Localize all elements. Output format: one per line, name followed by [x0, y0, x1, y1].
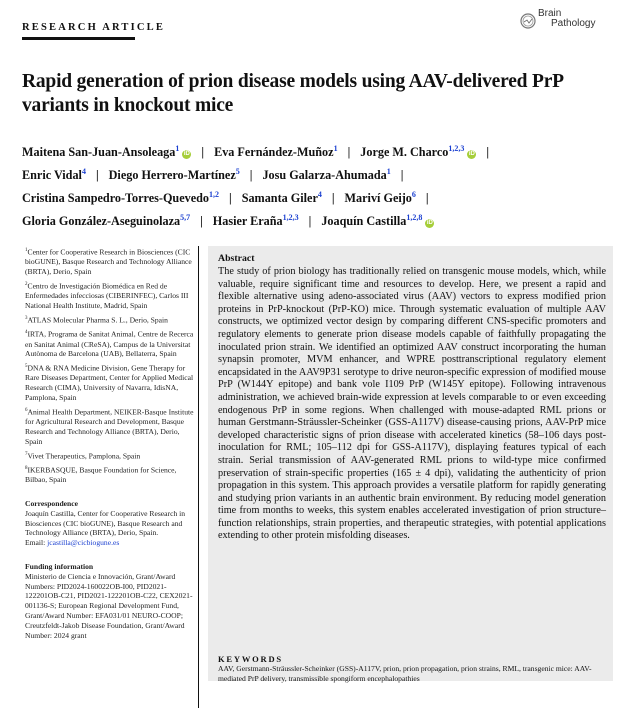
author-separator: |: [331, 191, 335, 206]
author-separator: |: [425, 191, 429, 206]
keywords-text: AAV, Gerstmann-Sträussler-Scheinker (GSS)-A117V, prion, prion propagation, prion strains, RML, transgenic mice: AAV-mediated PrP delivery, transmissible spongiform encephalopathies: [218, 664, 592, 683]
affiliation-text: DNA & RNA Medicine Division, Gene Therapy for Rare Diseases Department, Center for Applied Medical Research (CIMA), University of Navarra, IdisNA, Pamplona, Spain: [25, 363, 194, 403]
author[interactable]: [109, 168, 240, 182]
author-separator: |: [249, 168, 253, 183]
author-affiliation-ref[interactable]: 4: [81, 167, 86, 177]
author-name: Josu Galarza-Ahumada: [262, 168, 387, 183]
author[interactable]: [22, 191, 219, 205]
affiliation-number: 1: [25, 248, 28, 253]
author-name: Samanta Giler: [241, 191, 318, 206]
orcid-icon[interactable]: iD: [468, 151, 475, 158]
author-separator: |: [486, 145, 490, 160]
author[interactable]: [213, 214, 299, 228]
author[interactable]: [262, 168, 390, 182]
affiliation-number: 7: [25, 451, 28, 457]
affiliation-text: Animal Health Department, NEIKER-Basque Institute for Agricultural Research and Development, Basque Research and Technology Alliance (BRTA), Derio, Spain: [25, 407, 194, 446]
affiliation: [25, 464, 197, 485]
affiliation-text: ATLAS Molecular Pharma S. L., Derio, Spain: [27, 315, 168, 325]
author-separator: |: [229, 191, 232, 206]
author-name: Cristina Sampedro-Torres-Quevedo: [22, 191, 209, 206]
journal-name: [538, 9, 595, 29]
section-label: RESEARCH ARTICLE: [22, 22, 166, 33]
abstract-text: The study of prion biology has traditionally relied on transgenic mouse models, which, while valuable, require significant time and resources to develop. Here, we present a rapid and flexible alternative using adeno-associated virus (AAV) vectors to express modified prion proteins in PrP-knockout (PrP-KO) mice. Through systematic evaluation of multiple AAV constructs, we optimized vector design by comparing different CNS-specific promoters and regulatory elements to generate prion disease models capable of faithfully propagating the inoculated prion strain. We identified an optimized AAV construct incorporating the human synapsin promoter, MVM enhancer, and WPRE posttranscriptional regulatory element encapsidated in the AAV9P31 serotype to drive neuron-specific expression of modified mouse PrP (W144Y epitope) and bank vole I109 PrP (W145Y epitope). Following intravenous administration, we achieved brain-wide expression at levels comparable to or even exceeding endogenous PrP in some regions. When challenged with mouse-adapted RML prions or human Gerstmann-Sträussler-Scheinker (GSS-A117V) disease-causing prions, AAV-PrP mice developed characteristic signs of prion disease with accelerated kinetics (58–106 days post-inoculation for RML; 105–112 dpi for GSS-A117V), displaying features typical of each strain. Serial transmission of AAV-generated RML prions to wild-type mice confirmed preservation of strain-specific properties (165 ± 4 dpi), validating the authenticity of prion propagation in this system. This approach provides a versatile platform for rapidly generating and studying prion variants in an authentic brain environment. By reducing model generation time from months to weeks, this system enables accelerated investigation of prion structure–function relationships, strain properties, and therapeutic strategies, with potential applications extending to other protein misfolding diseases.: [218, 266, 606, 542]
email-label: Email:: [25, 538, 46, 548]
author[interactable]: [360, 145, 476, 159]
affiliation: [25, 246, 197, 277]
funding-title: Funding information: [25, 561, 94, 571]
affiliation: [25, 406, 197, 447]
affiliation: [25, 328, 197, 359]
affiliation-number: 4: [25, 330, 28, 336]
author-name: Joaquín Castilla: [321, 214, 407, 229]
keywords-title: KEYWORDS: [218, 654, 283, 664]
affiliation-text: Center for Cooperative Research in Biosciences (CIC bioGUNE), Basque Research and Technology Alliance (BRTA), Derio, Spain: [25, 247, 192, 277]
author-name: Mariví Geijo: [344, 191, 412, 206]
affiliation-number: 6: [25, 407, 28, 413]
author-affiliation-ref[interactable]: 1,2,8: [406, 213, 423, 223]
author[interactable]: [22, 214, 190, 228]
author-affiliation-ref[interactable]: 1,2,3: [282, 213, 299, 223]
affiliation-text: IRTA, Programa de Sanitat Animal, Centre de Recerca en Sanitat Animal (CReSA), Campus de la Universitat Autònoma de Barcelona (UAB), Bellaterra, Spain: [25, 329, 194, 359]
author-list: [22, 139, 612, 231]
author-name: Maitena San-Juan-Ansoleaga: [22, 145, 176, 160]
email-link[interactable]: jcastilla@cicbiogune.es: [47, 538, 120, 548]
section-rule: [22, 37, 135, 40]
journal-logo: [520, 9, 615, 39]
affiliation-text: Vivet Therapeutics, Pamplona, Spain: [27, 451, 141, 461]
correspondence-address: Joaquín Castilla, Center for Cooperative Research in Biosciences (CIC bioGUNE), Basque Research and Technology Alliance (BRTA), Derio, Spain.: [25, 508, 186, 538]
article-title: Rapid generation of prion disease models using AAV-delivered PrP variants in knockout mice: [22, 71, 563, 116]
author-affiliation-ref[interactable]: 6: [411, 190, 416, 200]
author-affiliation-ref[interactable]: 1,2,3: [448, 144, 465, 153]
brain-logo-icon: [520, 13, 536, 29]
affiliation: [25, 450, 197, 461]
affiliation: [25, 280, 197, 311]
author-separator: |: [201, 145, 205, 160]
author-name: Hasier Eraña: [212, 214, 283, 229]
abstract-title: Abstract: [218, 253, 255, 264]
author-line: [22, 185, 612, 208]
orcid-icon[interactable]: iD: [183, 151, 190, 158]
author-affiliation-ref[interactable]: 5,7: [180, 213, 191, 223]
orcid-icon[interactable]: iD: [426, 220, 433, 227]
affiliation-number: 3: [25, 315, 28, 321]
author-affiliation-ref[interactable]: 1: [386, 167, 391, 177]
author-name: Gloria González-Aseguinolaza: [22, 214, 181, 229]
author[interactable]: [22, 145, 191, 159]
author[interactable]: [22, 168, 86, 182]
journal-name-line1: Brain: [538, 8, 562, 19]
journal-name-line2: Pathology: [551, 18, 596, 29]
author-line: [22, 162, 612, 185]
author-line: [22, 139, 612, 162]
affiliation: [25, 362, 197, 403]
author-affiliation-ref[interactable]: 1: [333, 144, 338, 153]
sidebar-info: [25, 246, 197, 640]
author-name: Eva Fernández-Muñoz: [214, 145, 334, 160]
abstract-panel: [208, 246, 613, 681]
affiliation-text: IKERBASQUE, Basque Foundation for Science, Bilbao, Spain: [25, 465, 177, 485]
author-affiliation-ref[interactable]: 4: [317, 190, 322, 200]
affiliation-number: 8: [25, 465, 28, 471]
author[interactable]: [242, 191, 322, 205]
column-divider: [198, 246, 199, 708]
author-separator: |: [308, 214, 312, 229]
author-affiliation-ref[interactable]: 5: [235, 167, 240, 177]
affiliation-text: Centro de Investigación Biomédica en Red de Enfermedades infecciosas (CIBERINFEC), Carlos III National Health Institute, Madrid, Spain: [25, 281, 189, 311]
author-affiliation-ref[interactable]: 1: [175, 144, 180, 153]
affiliation: [25, 314, 197, 325]
author-separator: |: [95, 168, 99, 183]
author-line: [22, 208, 612, 231]
author[interactable]: [321, 214, 434, 228]
author[interactable]: [345, 191, 416, 205]
author-name: Enric Vidal: [22, 168, 82, 183]
funding-text: Ministerio de Ciencia e Innovación, Grant/Award Numbers: PID2024-160022OB-I00, PID2021-122201OB-C21, PID2021-122201OB-C22, CEX2021-001136-S; European Regional Development Fund, Grant/Award Number: EFA031/01 NEURO-COOP; Creutzfeldt-Jakob Disease Foundation, Grant/Award Number: 2024 grant: [25, 571, 193, 640]
author-separator: |: [400, 168, 404, 183]
affiliation-number: 5: [25, 364, 28, 370]
author-name: Diego Herrero-Martínez: [108, 168, 236, 183]
correspondence-text: [25, 509, 197, 548]
author-affiliation-ref[interactable]: 1,2: [209, 190, 219, 200]
author-separator: |: [347, 145, 351, 160]
correspondence-title: Correspondence: [25, 498, 79, 508]
author-separator: |: [200, 214, 203, 229]
author[interactable]: [214, 145, 338, 159]
author-name: Jorge M. Charco: [360, 145, 449, 160]
affiliation-number: 2: [25, 281, 28, 287]
